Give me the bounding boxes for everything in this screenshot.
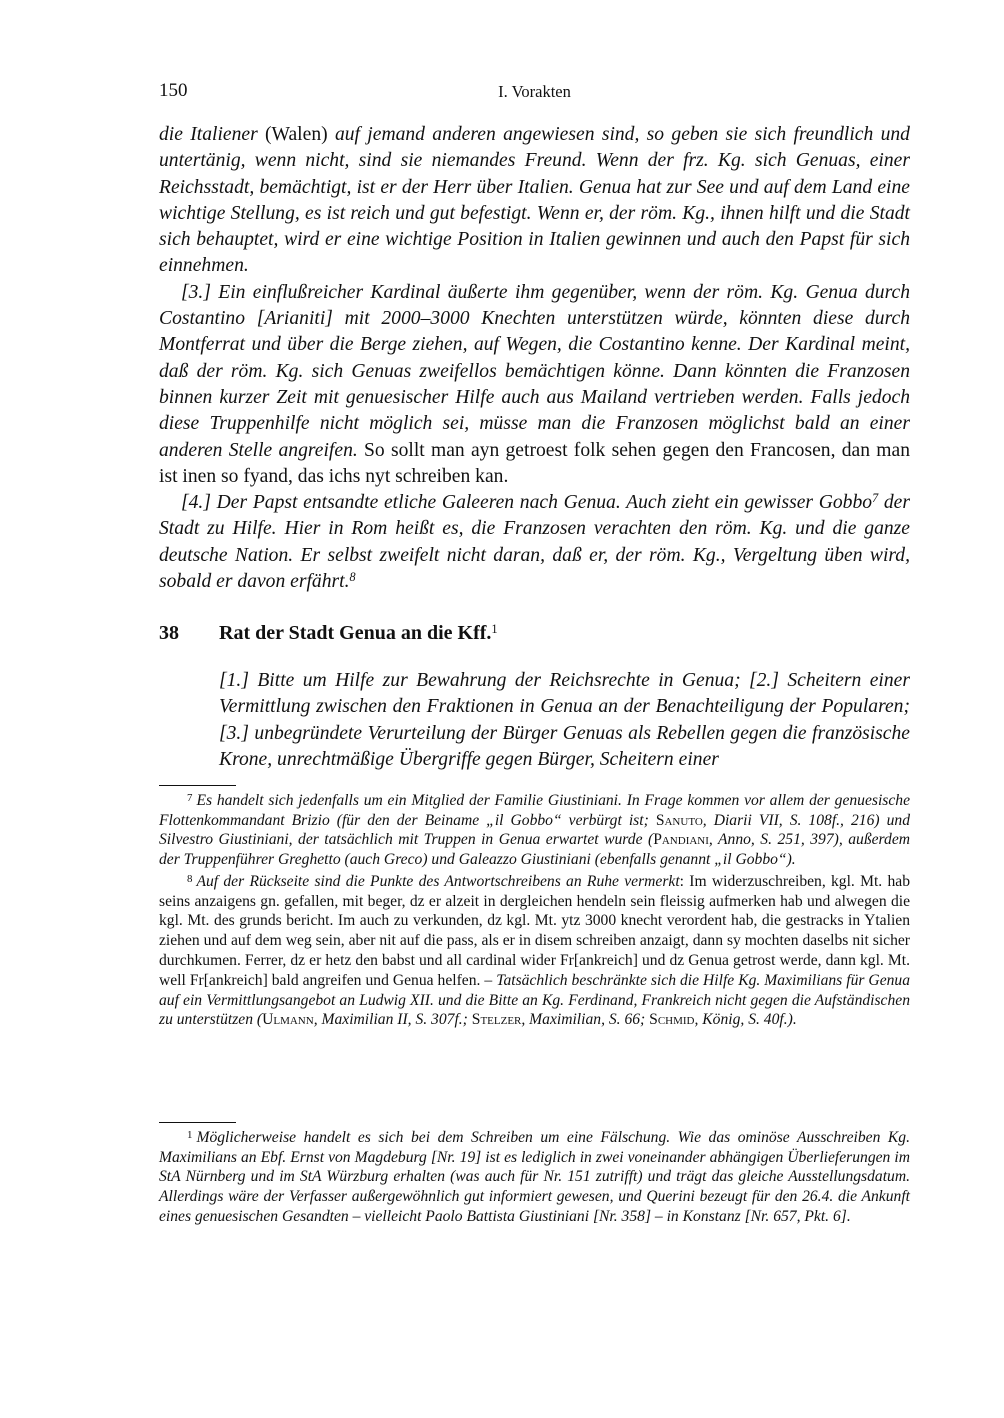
page-number: 150 xyxy=(159,80,188,101)
text-span: , Anno, S. 251, 397), außerdem der Truppenführer Greghetto (auch Greco) und Galeazzo Giustiniani (ebenfalls genannt „il Gobbo“). xyxy=(159,831,911,869)
text-span: auf jemand anderen angewiesen sind, so geben sie sich freundlich und untertänig, wenn nicht, sind sie niemandes Freund. Wenn der frz. Kg. sich Genuas, einer Reichsstadt, bemächtigt, ist er der Herr über Italien. Genua hat zur See und auf dem Land eine wichtige Stellung, es ist reich und gut befestigt. Wenn er, der röm. Kg., ihnen hilft und die Stadt sich behauptet, wird er eine wichtige Position in Italien gewinnen und auch den Papst für sich einnehmen. xyxy=(159,124,910,277)
quoted-source-text: : Im widerzuschreiben, kgl. Mt. hab seins anzaigens gn. gefallen, mit beger, dz er alzeit in dergleichen hendeln sein fleissig aufmerken hab und alwegen die kgl. Mt. des grunds bericht. Im auch zu verkunden, dz kgl. Mt. ytz 3000 knecht verordent hab, die gestracks in Ytalien ziehen und auf dem weg sein, aber nit auf die pass, als er in disem schreiben anzaigt, dann sy mochten daselbs nit sicher durchkumen. Ferrer, dz er hetz den babst und all cardinal wider Fr[ankreich] und dz Genua getrost werde, dann kgl. Mt. well Fr[ankreich] bald angreifen und Genua helfen. – xyxy=(159,872,910,989)
title-text: Rat der Stadt Genua an die Kff. xyxy=(219,622,492,644)
footnote-ref-8[interactable]: 8 xyxy=(349,569,356,584)
paragraph-4 xyxy=(159,490,910,595)
footnote-number: 1 xyxy=(187,1129,193,1141)
footnotes-block xyxy=(159,789,910,1030)
footnote-ref-1[interactable]: 1 xyxy=(491,621,498,636)
author-name: Schmid xyxy=(649,1011,695,1029)
text-span: der Stadt zu Hilfe. Hier in Rom heißt es, die Franzosen verachten den röm. Kg. und die ganze deutsche Nation. Er selbst zweifelt nicht daran, daß er, der röm. Kg., Vergeltung üben wird, sobald er davon erfährt. xyxy=(159,492,910,593)
footnote-ref-7[interactable]: 7 xyxy=(872,491,879,506)
footnote-8 xyxy=(159,870,910,1030)
author-name: Sanuto xyxy=(655,811,703,829)
text-span: [4.] Der Papst entsandte etliche Galeeren nach Genua. Auch zieht ein gewisser Gobbo xyxy=(181,492,873,514)
text-span: Es handelt sich jedenfalls um ein Mitglied der Familie Giustiniani. In Frage kommen vor allem der genuesische Flottenkommandant Brizio (für den der Beiname „il Gobbo“ verbürgt ist; xyxy=(159,791,910,829)
text-span: , Maximilian II, S. 307f.; xyxy=(313,1011,472,1029)
author-name: Pandiani xyxy=(653,831,709,849)
running-title: I. Vorakten xyxy=(498,82,571,101)
main-text xyxy=(159,122,910,595)
footnotes-block-2 xyxy=(159,1126,910,1227)
running-head xyxy=(159,80,910,106)
document-regest: [1.] Bitte um Hilfe zur Bewahrung der Reichsrechte in Genua; [2.] Scheitern einer Vermittlung zwischen den Fraktionen in Genua an der Benachteiligung der Popularen; [3.] unbegründete Verurteilung der Bürger Genuas als Rebellen gegen die französische Krone, unrechtmäßige Übergriffe gegen Bürger, Scheitern einer xyxy=(219,670,910,770)
document-number: 38 xyxy=(159,622,179,644)
author-name: Ulmann xyxy=(262,1011,314,1029)
footnote-number: 8 xyxy=(187,873,193,885)
document-title xyxy=(219,622,498,645)
text-span: [3.] Ein einflußreicher Kardinal äußerte ihm gegenüber, wenn der röm. Kg. Genua durch Costantino [Arianiti] mit 2000–3000 Knechten unterstützen würde, könnten diese durch Montferrat und über die Berge ziehen, auf Wegen, die Costantino kenne. Der Kardinal meint, daß der röm. Kg. sich Genuas zweifellos bemächtigen könne. Dann könnten die Franzosen binnen kurzer Zeit mit genuesischer Hilfe auch aus Mailand vertrieben werden. Falls jedoch diese Truppenhilfe nicht möglich sei, müsse man die Franzosen möglichst bald an einer anderen Stelle angreifen. xyxy=(159,281,910,461)
quoted-source-text: So sollt man ayn getroest folk sehen gegen den Francosen, dan man ist inen so fyand, das ichs nyt schreiben kan. xyxy=(159,439,911,487)
footnote-rule xyxy=(159,785,236,786)
footnote-number: 7 xyxy=(187,792,193,804)
text-span: (Walen) xyxy=(257,124,335,145)
footnote-rule xyxy=(159,1122,236,1123)
footnote-1 xyxy=(159,1126,910,1227)
text-span: , König, S. 40f.). xyxy=(694,1011,797,1029)
text-span: , Diarii VII, S. 108f., 216) und Silvestro Giustiniani, der tatsächlich mit Truppen in Genua erwartet wurde ( xyxy=(159,811,910,849)
text-span: Möglicherweise handelt es sich bei dem Schreiben um eine Fälschung. Wie das ominöse Ausschreiben Kg. Maximilians an Ebf. Ernst von Magdeburg [Nr. 19] ist es lediglich in zwei voneinander abhängigen Überlieferungen im StA Nürnberg und im StA Würzburg erhalten (was auch für Nr. 151 zutrifft) und trägt das gleiche Ausstellungsdatum. Allerdings wäre der Verfasser außergewöhnlich gut informiert gewesen, und Querini bezeugt für den 26.4. die Ankunft eines genuesischen Gesandten – vielleicht Paolo Battista Giustiniani [Nr. 358] – in Konstanz [Nr. 657, Pkt. 6]. xyxy=(159,1128,910,1225)
text-span: Auf der Rückseite sind die Punkte des Antwortschreibens an Ruhe vermerkt xyxy=(196,872,680,890)
text-span: Tatsächlich beschränkte sich die Hilfe Kg. Maximilians für Genua auf ein Vermittlungsangebot an Ludwig XII. und die Bitte an Kg. Ferdinand, Frankreich nicht gegen die Aufständischen zu unterstützen ( xyxy=(159,971,911,1029)
author-name: Stelzer xyxy=(471,1011,522,1029)
footnote-7 xyxy=(159,789,910,870)
text-span: , Maximilian, S. 66; xyxy=(521,1011,650,1029)
text-span: die Italiener xyxy=(159,124,258,145)
paragraph-3 xyxy=(159,280,910,490)
paragraph-continued xyxy=(159,122,910,280)
